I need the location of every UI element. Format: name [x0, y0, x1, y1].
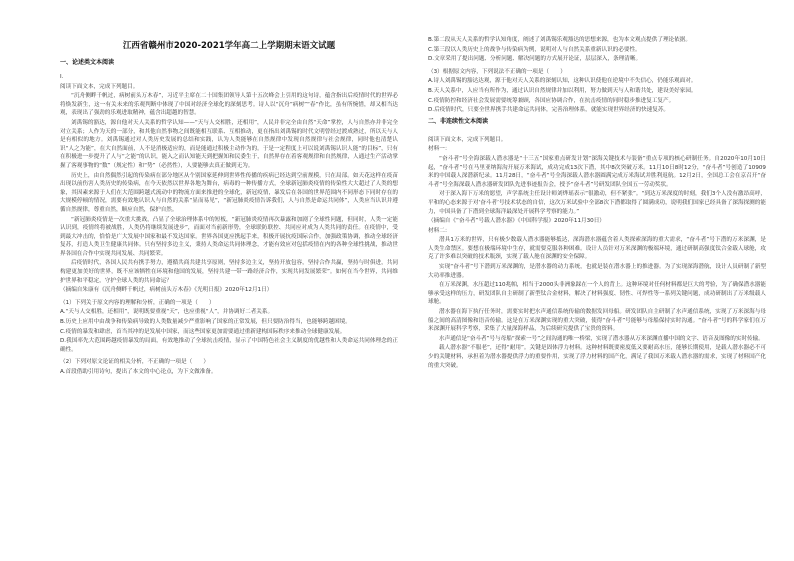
- paragraph: 在万米深渊，水压超过110兆帕，相当于2000头非洲象踩在一个人的背上。这种环境对任何材料都是巨大的考验，为了确保潜水器能够承受这样的压力，研发团队自主研制了新型钛合金材料，解决了材料强度、韧性、可焊性等一系列关键问题，成功研制出了万米级载人球舱。: [428, 282, 766, 306]
- right-column: [428, 36, 766, 371]
- question-2-option-d: D.文章采用了提出问题、分析问题、解决问题的方式展开论证，层层深入，条理清晰。: [428, 56, 642, 63]
- document-title: 江西省赣州市2020-2021学年高二上学期期末语文试题: [122, 41, 336, 51]
- question-3: （3）根据原文内容，下列说法不正确的一项是（ ）: [428, 68, 566, 75]
- paragraph: 后疫情时代，各国人民共有携手努力，遵循共商共建共享原则，坚持多边主义，坚持开放包容，坚持合作共赢，坚持与时俱进，共同构建更加美好的世界，既不应该牺牲在环境和他国的发展，坚持共建一带一路经济合作，实现共同发展繁荣”。如何在当今世界，共同维护世界和平稳定，守护全球人类的共同命运？: [60, 260, 398, 284]
- question-1-option-b: B.历史上应用中由战争和传染病导致的人类数量减少严重影响了国家的正常发展，但只要防治得当，也能够跨越困境。: [60, 319, 351, 326]
- paragraph: 潜水器在海下执行任务时，需要实时把水声通信系统传输的数据发回母船。研发团队自主研制了水声通信系统，实现了万米深海与母船之间的高清图像和语音传输。这是在万米深渊实现的重大突破，使得“奋斗者”号能够与母船保持实时沟通。“奋斗者”号的科学家们在万米深渊开展科学考察，采集了大量深海样品，为后续研究提供了宝贵的资料。: [428, 309, 766, 333]
- paragraph: 对于深入海下万米的愿望，声学系统主任设计师刘烨瑶表示“很激动，但不紧张”。“到达万米深度的时刻，我们3个人没有激昂高呼，平和的心态来源于对‘奋斗者’号技术状态的自信，这次万米试验中全部8次下潜都取得了圆满成功，说明我们国家已经具备了深海探测的能力，中国具备了下潜到全球海洋最深处开展科学考察的能力。”: [428, 191, 766, 215]
- question-2-option-a: A.首段借助引用诗句，提出了本文的中心论点，为下文做准备。: [60, 369, 217, 375]
- paragraph: “奋斗者”号全海深载人潜水器是“十三五”国家重点研发计划“深海关键技术与装备”重点专项的核心研制任务。自2020年10月10日起，“奋斗者”号在马里亚纳海沟开展万米海试，成功完成13次下潜，其中8次突破万米。11月10日8时12分，“奋斗者”号创造了10909米的中国载人深潜新纪录。11月28日，“奋斗者”号全海深载人潜水器圆满完成万米海试并胜利返航。12月2日，全国总工会在京召开“奋斗者”号全海深载人潜水器研发团队先进事迹报告会，授予“奋斗者”号研发团队全国五一劳动奖状。: [428, 155, 766, 188]
- paragraph: 实现“奋斗者”号下潜到万米深渊的，是潜水器的动力系统，也就是装在潜水器上的推进器。为了实现深海潜航，设计人员研制了新型大功率推进器。: [428, 264, 766, 279]
- question-3-option-a: A.诗人刘禹锡的豁达达观，源于他对天人关系的深刻认知，这种认识使他在逆境中不失信心，仍能乐观面对。: [428, 78, 697, 85]
- question-3-option-b: B.天人关系中，人应当有所作为，通过认识自然规律并加以利用，努力做到天与人和谐共处，建设美好家园。: [428, 87, 697, 94]
- section-heading-2: 二、非连续性文本阅读: [428, 117, 489, 125]
- question-1-option-a: A.“天与人交相胜，还相用”，说明既要重视“天”，也应重视“人”，并协调好二者关系。: [60, 309, 274, 316]
- section-heading-1: 一、论述类文本阅读: [60, 59, 115, 66]
- paragraph: 潜具1万米的世界，只有极少数载人潜水器能够抵达，深海潜水器蕴含着人类探索深海的重大需求，“奋斗者”号下潜的万米深渊，是人类生命禁区。要想在极端环境中生存，就需要克服各种困难。设计人员针对万米深渊的极端环境，通过研制高强度钛合金载人球舱，攻克了许多难以突破的技术瓶颈，实现了载人舱在深渊的安全保障。: [428, 237, 766, 261]
- left-column: [60, 36, 398, 378]
- source-citation: （摘编自《“奋斗者”号载人潜水器》《中国科学报》2020年11月30日）: [428, 218, 605, 225]
- reading-instruction: 阅读下面文本，完成下列题目。: [428, 136, 507, 143]
- source-citation: （摘编自朱康有《沉舟侧畔千帆过，病树前头万木春》《光明日报》2020年12月1日）: [60, 287, 273, 294]
- question-2: （2）下列对原文论证的相关分析，不正确的一项是（ ）: [60, 359, 209, 366]
- roman-numeral: I.: [60, 74, 64, 80]
- paragraph: “沉舟侧畔千帆过，病树前头万木春”，习近平主席在二十国集团领导人第十五次峰会上引用的这句诗，蕴含指出后疫情时代的世界必将焕发新生，这一有关未来的乐观判断中体现了中国对经济全球化的深刻思考。诗人以“沉舟”病树”“春”作比，虽有所惋惜，却又相当达观，表现出了强劲的乐观进取精神，蕴含出超越的智慧。: [60, 93, 398, 117]
- paragraph: 历史上，由自然偶然引起的传染病在部分地区从个别国家延伸到世界性传播的疾病已经达到空前规模，只在局部。如天花这样在疫苗出现以前伤害人类历史的传染病，在今天依然以世界各地为舞台，病毒的一种传播方式，全球新冠肺炎疫情的传染性大大超过了人类的想象，其因素来源于人们在大范围跨越式流动中的物流方面来推进的全球化，新冠疫情，暴发后在各国的世界范围内不同形态下同时存在的大规模停顿的情况，需要有效地认识人与自然的关系“显而易见”，“新冠肺炎疫情告诉我们，人与自然是命运共同体”，人类应当认识并遵循自然规律，尊重自然，顺应自然，保护自然。: [60, 172, 398, 213]
- paragraph: 刘禹锡的豁达，源自他对天人关系的哲学认知——“天与人交相胜，还相用”，人民并非完全由自然“天命”掌控，人与自然亦并非完全对立关系；人作为天的一部分，和其他自然事物之间既能相互联系、互相推动，更在指出刘禹锡的时代文明曾经过渡成熟过，所以天与人是有相似的地方。刘禹锡通过对人类历史发展的总结和实践，认为人类能够在自然规律中发现自然规律与社会规律，同时他也清楚认识“人之为能”，在大自然面前，人不是消极适应的，而是能通过积极主动作为的。于是一定程度上可以说刘禹锡认识人能“的目标”，只有在积极进一步提升了人与“之能”的认识，能入之而认知能天到把握知和民委生于，自然界存在着客观规律和自然规律，人通过生产活动掌握了客观事物的“数”（规定性）和“势”（必然性），人要能够去真正做到无为。: [60, 119, 398, 169]
- question-2-option-b: B.第二段从天人关系的哲学认知角度，阐述了刘禹锡乐观豁达的思想来源，也为本文观点提供了理论依据。: [428, 37, 691, 43]
- question-3-option-d: D.后疫情时代，只要全世界携手共建命运共同体，完善治理体系，就能实现世界经济的快速复苏。: [428, 107, 670, 114]
- question-1-option-c: C.疫情的暴发和肆虐，首当其冲的是发展中国家，而这些国家更加需要通过重新建构国际秩序来推动全球健康发展。: [60, 328, 346, 335]
- paragraph: “新冠肺炎疫情是一次重大挑战，凸显了全球治理体系中的短板，“新冠肺炎疫情再次暴露和加剧了全球性问题，但同时，人类一定能认识到，疫情终将被战胜，人类仍将继续发展进步”，而面对当前新形势，全球联防联控、共同应对成为人类共同的责任。在疫情中，受到最大冲击的，恰恰是广大发展中国家和最不发达国家。世界各国更应携起手来，积极开展抗疫国际合作，加强政策协调，推动全球经济复苏，打造人类卫生健康共同体。只有坚持多边主义，秉持人类命运共同体理念，才能有效应对包括疫情在内的各种全球性挑战，推动世界各国在合作中实现共同发展、共同繁荣。: [60, 216, 398, 257]
- question-3-option-c: C.疫情防控和经济社会发展需要统筹兼顾，各国应协调合作，在抗击疫情的同时稳步推进复工复产。: [428, 97, 675, 104]
- question-1: （1）下列关于原文内容的理解和分析，正确的一项是（ ）: [60, 299, 215, 306]
- question-1-option-d: D.我国率先大范围跨越疫情暴发的局面，有效地推动了全球抗击疫情，显示了中国特色社会主义制度的优越性和人类命运共同体理念的正确性。: [60, 338, 398, 353]
- paragraph: 水声通信是“奋斗者”号与母船“探索一号”之间沟通的唯一桥梁，实现了潜水器从万米深渊直播中国的文字、语音及图像的实时传输。: [439, 335, 764, 342]
- question-2-option-c: C.第三段以人类历史上的战争与传染病为例，说明对人与自然关系重新认识的必要性。: [428, 46, 641, 53]
- material-2-label: 材料二：: [428, 227, 451, 234]
- paragraph: 载人潜水器“不服老”，还得“耐用”。关键是固体浮力材料。这种材料既要密度低又要耐高水压，能够长期使用，是载人潜水器必不可少的关键材料，承担着为潜水器提供浮力的重要作用，实现了浮力材料的国产化，满足了我国万米载人潜水器的需求，实现了材料国产化的重大突破。: [428, 345, 766, 369]
- reading-instruction: 阅读下面文本，完成下列题目。: [60, 83, 139, 90]
- material-1-label: 材料一：: [428, 146, 451, 153]
